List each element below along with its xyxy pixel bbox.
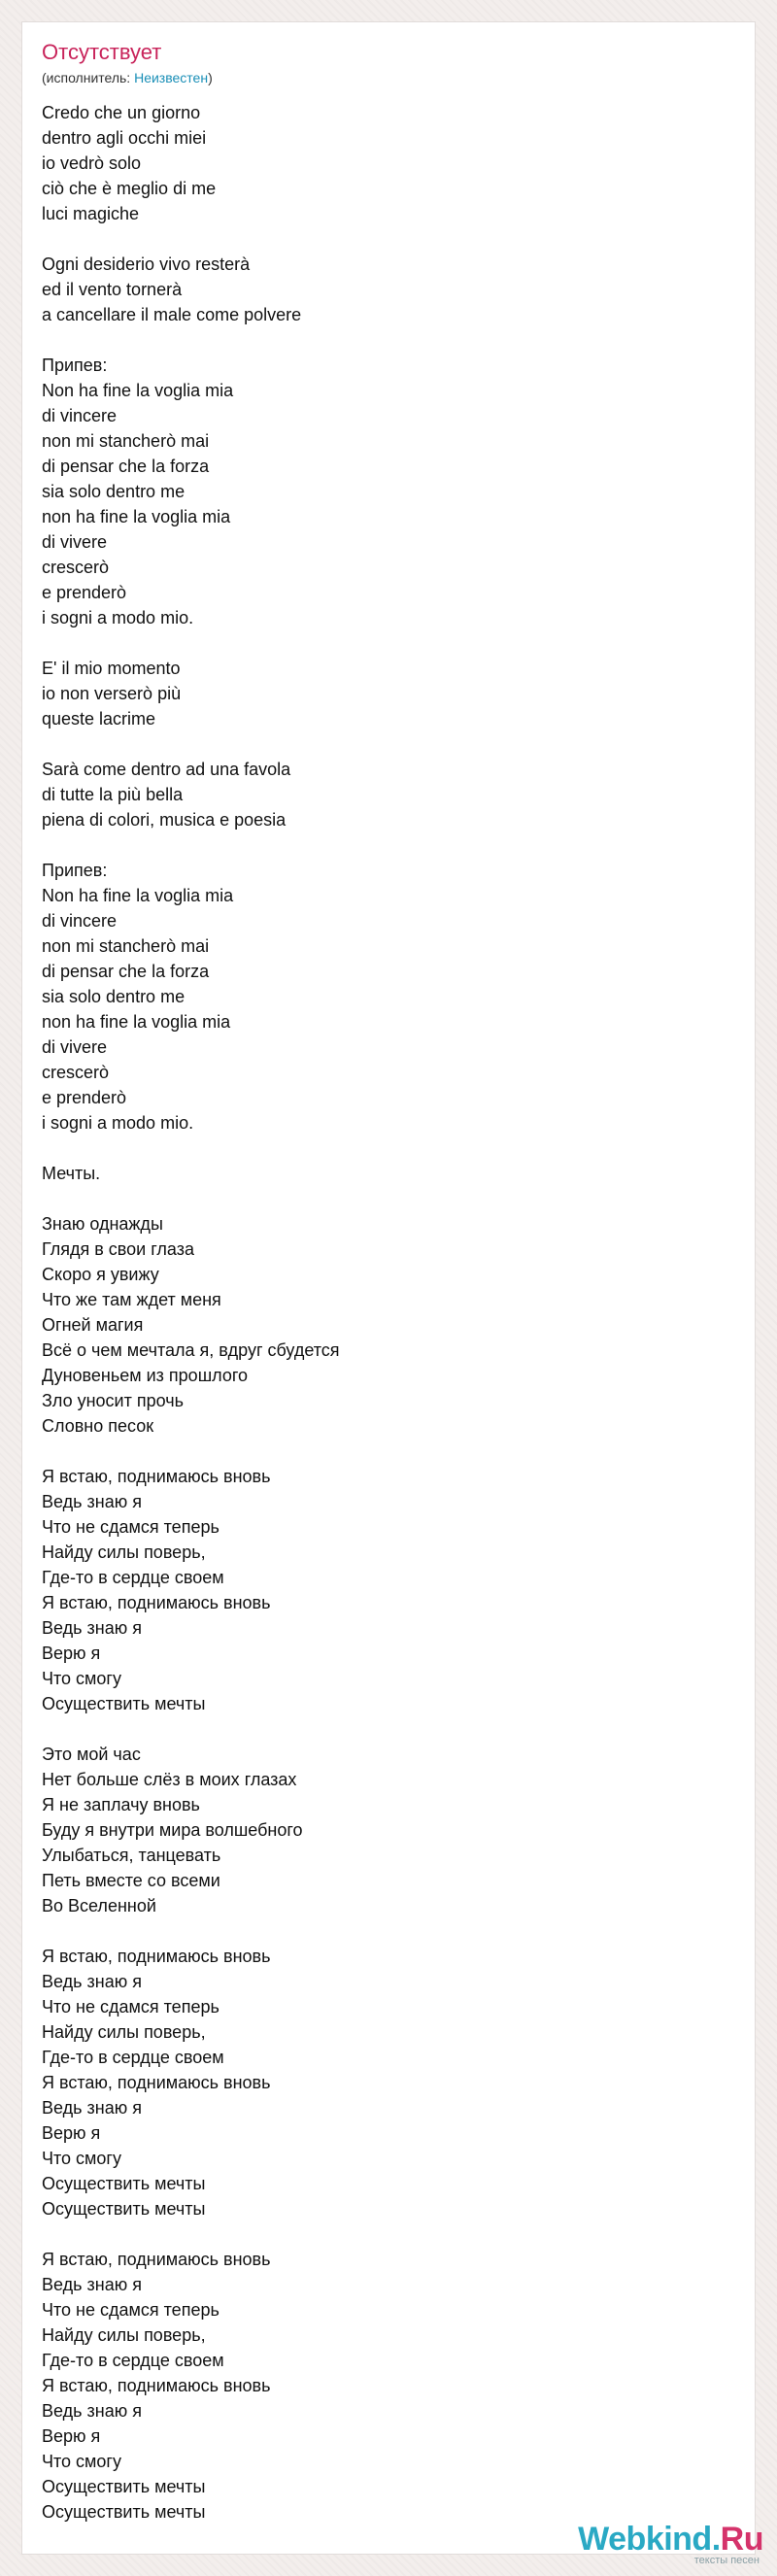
lyric-line: e prenderò (42, 583, 127, 602)
lyric-line: sia solo dentro me (42, 987, 186, 1006)
lyric-line: di vincere (42, 911, 118, 931)
lyric-line: queste lacrime (42, 709, 156, 729)
lyric-line: Что же там ждет меня (42, 1290, 221, 1309)
lyric-line: di vincere (42, 406, 118, 425)
logo-web: Web (578, 2521, 646, 2558)
lyric-blank-line (42, 1186, 722, 1211)
webkind-logo[interactable] (578, 2522, 763, 2566)
lyric-line: non ha fine la voglia mia (42, 507, 231, 526)
lyric-line: Что смогу (42, 2452, 122, 2471)
lyric-line: ed il vento tornerà (42, 280, 183, 299)
lyric-line: Скоро я увижу (42, 1265, 159, 1284)
lyric-line: Во Вселенной (42, 1896, 156, 1915)
lyric-line: io non verserò più (42, 684, 182, 703)
lyric-line: Найду силы поверь, (42, 1542, 206, 1562)
logo-ru: Ru (720, 2521, 763, 2558)
lyric-blank-line (42, 1135, 722, 1161)
lyric-line: Осуществить мечты (42, 2174, 206, 2193)
lyrics-card (21, 21, 756, 2555)
lyric-line: Огней магия (42, 1315, 144, 1335)
lyric-line: non mi stancherò mai (42, 936, 210, 956)
lyric-line: Словно песок (42, 1416, 154, 1436)
lyric-blank-line (42, 327, 722, 353)
lyric-line: Non ha fine la voglia mia (42, 886, 234, 905)
lyric-blank-line (42, 1439, 722, 1464)
lyric-line: Ведь знаю я (42, 1492, 142, 1511)
lyric-line: di tutte la più bella (42, 785, 184, 804)
lyric-blank-line (42, 630, 722, 656)
lyric-line: Что не сдамся теперь (42, 1517, 220, 1537)
lyric-line: Ведь знаю я (42, 2098, 142, 2118)
lyric-line: Ведь знаю я (42, 1972, 142, 1991)
lyric-line: sia solo dentro me (42, 482, 186, 501)
lyric-line: e prenderò (42, 1088, 127, 1107)
lyric-line: i sogni a modo mio. (42, 1113, 194, 1133)
lyric-line: Осуществить мечты (42, 2199, 206, 2219)
lyric-line: Это мой час (42, 1745, 141, 1764)
logo-tagline: тексты песен (693, 2555, 760, 2566)
lyric-blank-line (42, 226, 722, 252)
lyric-line: Всё о чем мечтала я, вдруг сбудется (42, 1340, 340, 1360)
lyric-line: Мечты. (42, 1164, 101, 1183)
lyric-line: Где-то в сердце своем (42, 2048, 224, 2067)
lyric-blank-line (42, 1716, 722, 1742)
lyric-line: Найду силы поверь, (42, 2325, 206, 2345)
lyric-line: Non ha fine la voglia mia (42, 381, 234, 400)
lyric-line: Что не сдамся теперь (42, 2300, 220, 2320)
lyric-line: Петь вместе со всеми (42, 1871, 220, 1890)
lyric-line: non ha fine la voglia mia (42, 1012, 231, 1032)
lyric-line: Sarà come dentro ad una favola (42, 760, 291, 779)
lyric-line: luci magiche (42, 204, 140, 223)
logo-dot: . (711, 2521, 721, 2558)
lyric-blank-line (42, 1918, 722, 1944)
lyric-line: Осуществить мечты (42, 2502, 206, 2522)
lyric-line: Верю я (42, 2426, 101, 2446)
lyric-blank-line (42, 2221, 722, 2247)
lyric-line: Припев: (42, 861, 108, 880)
lyric-line: Я встаю, поднимаюсь вновь (42, 2376, 271, 2395)
lyric-line: Осуществить мечты (42, 1694, 206, 1713)
lyric-line: Ведь знаю я (42, 1618, 142, 1638)
lyric-line: a cancellare il male come polvere (42, 305, 302, 324)
lyric-line: di pensar che la forza (42, 457, 210, 476)
lyric-line: Что смогу (42, 1669, 122, 1688)
lyric-line: di vivere (42, 532, 108, 552)
lyrics-text (42, 100, 722, 2525)
lyric-line: Я встаю, поднимаюсь вновь (42, 2250, 271, 2269)
lyric-line: Зло уносит прочь (42, 1391, 184, 1410)
artist-line (42, 69, 213, 86)
lyric-line: Я встаю, поднимаюсь вновь (42, 1947, 271, 1966)
lyric-line: dentro agli occhi miei (42, 128, 207, 148)
lyric-line: Нет больше слёз в моих глазах (42, 1770, 297, 1789)
lyric-line: di pensar che la forza (42, 962, 210, 981)
lyric-line: di vivere (42, 1037, 108, 1057)
lyric-line: Буду я внутри мира волшебного (42, 1820, 303, 1840)
lyric-line: Я встаю, поднимаюсь вновь (42, 1467, 271, 1486)
lyric-line: Верю я (42, 2123, 101, 2143)
logo-kind: kind (645, 2521, 712, 2558)
lyric-line: Глядя в свои глаза (42, 1239, 194, 1259)
lyric-line: Припев: (42, 356, 108, 375)
lyric-line: Я встаю, поднимаюсь вновь (42, 2073, 271, 2092)
lyric-line: i sogni a modo mio. (42, 608, 194, 627)
lyric-line: Что не сдамся теперь (42, 1997, 220, 2017)
lyric-line: non mi stancherò mai (42, 431, 210, 451)
lyric-line: Я встаю, поднимаюсь вновь (42, 1593, 271, 1612)
lyric-line: crescerò (42, 1063, 110, 1082)
lyric-line: Дуновеньем из прошлого (42, 1366, 249, 1385)
lyric-line: Credo che un giorno (42, 103, 201, 122)
lyric-line: Осуществить мечты (42, 2477, 206, 2496)
lyric-line: Ведь знаю я (42, 2275, 142, 2294)
lyric-line: Где-то в сердце своем (42, 2351, 224, 2370)
lyric-line: Где-то в сердце своем (42, 1568, 224, 1587)
lyric-blank-line (42, 731, 722, 757)
lyric-line: Улыбаться, танцевать (42, 1846, 221, 1865)
artist-suffix: ) (208, 70, 213, 85)
lyric-blank-line (42, 832, 722, 858)
lyric-line: Ведь знаю я (42, 2401, 142, 2421)
artist-prefix: (исполнитель: (42, 70, 135, 85)
lyric-line: Знаю однажды (42, 1214, 163, 1234)
lyric-line: Что смогу (42, 2149, 122, 2168)
lyric-line: Я не заплачу вновь (42, 1795, 200, 1814)
lyric-line: ciò che è meglio di me (42, 179, 217, 198)
lyric-line: E' il mio momento (42, 659, 181, 678)
logo-wordmark (578, 2522, 763, 2557)
lyric-line: io vedrò solo (42, 153, 142, 173)
artist-link[interactable]: Неизвестен (134, 70, 209, 85)
lyric-line: Найду силы поверь, (42, 2022, 206, 2042)
lyric-line: Ogni desiderio vivo resterà (42, 254, 251, 274)
song-title: Отсутствует (42, 40, 162, 64)
lyric-line: piena di colori, musica e poesia (42, 810, 287, 830)
lyric-line: Верю я (42, 1644, 101, 1663)
lyric-line: crescerò (42, 558, 110, 577)
